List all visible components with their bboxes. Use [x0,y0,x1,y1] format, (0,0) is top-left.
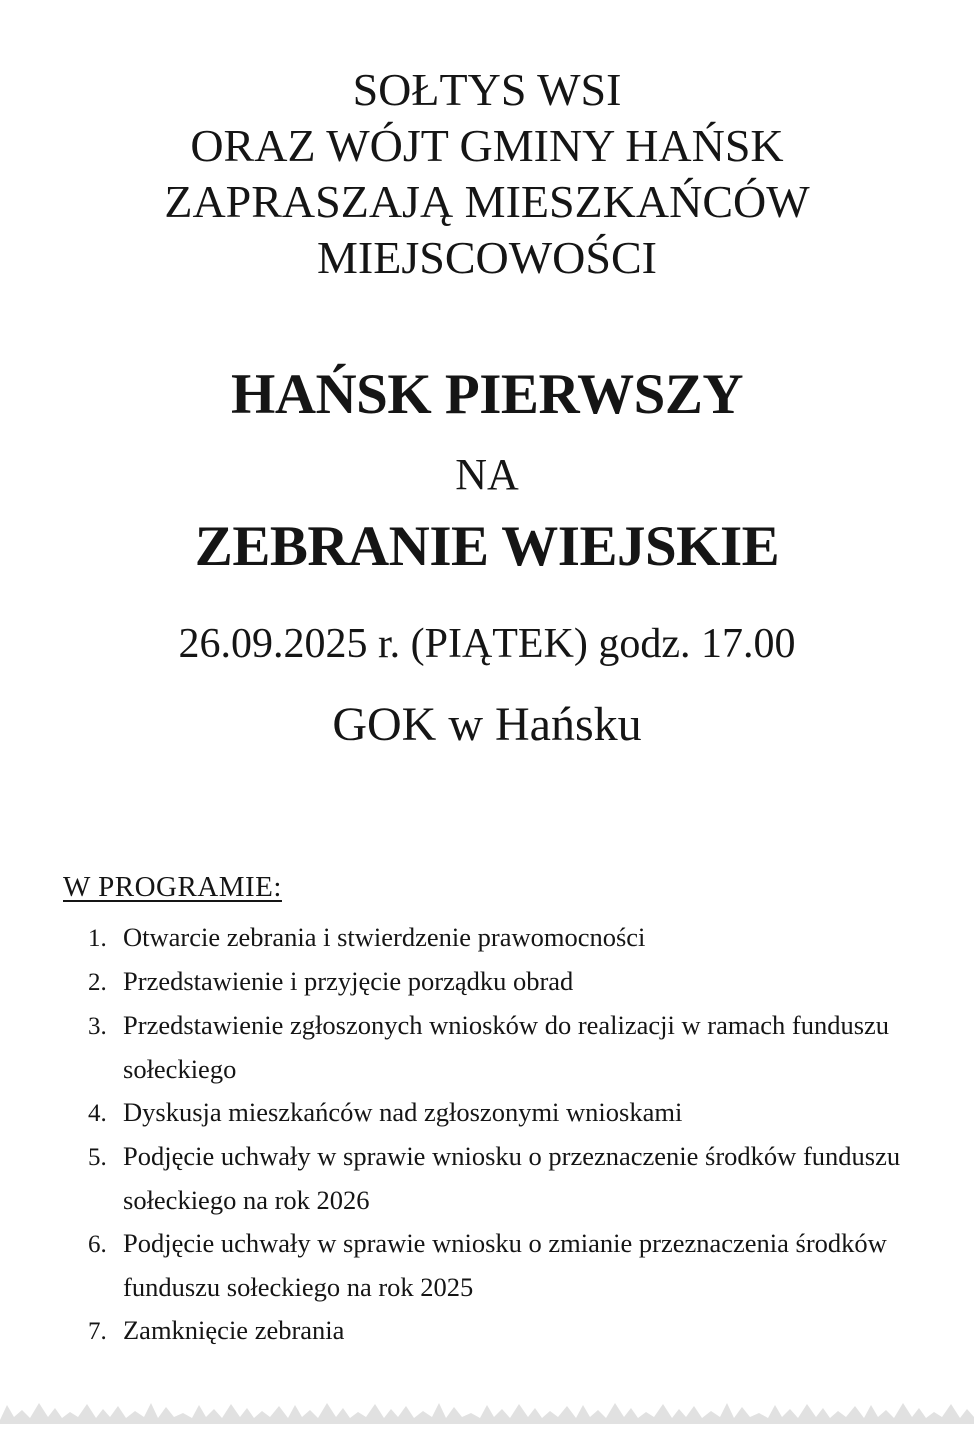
program-item-line [88,1266,928,1309]
program-item-line [88,916,928,960]
program-item-line [88,1135,928,1179]
program-item-text: Dyskusja mieszkańców nad zgłoszonymi wnioskami [123,1097,683,1127]
program-list [88,916,928,1353]
header-block [0,62,974,286]
program-item-line [88,1222,928,1266]
program-item-number: 1. [88,925,107,952]
program-item-text: sołeckiego na rok 2026 [123,1185,370,1215]
header-line-3: ZAPRASZAJĄ MIESZKAŃCÓW [164,176,810,227]
program-item-text: Zamknięcie zebrania [123,1315,345,1345]
event-venue: GOK w Hańsku [332,698,642,751]
program-item-text: Przedstawienie i przyjęcie porządku obrad [123,966,574,996]
program-item-number: 2. [88,969,107,996]
program-item-line [88,960,928,1004]
program-item-line [88,1091,928,1135]
connector-text: NA [455,450,519,499]
program-item-line [88,1048,928,1091]
program-item-line [88,1309,928,1353]
program-item-number: 6. [88,1231,107,1258]
program-item-line [88,1179,928,1222]
program-item-text: Otwarcie zebrania i stwierdzenie prawomocności [123,922,646,952]
program-item-line [88,1004,928,1048]
program-heading: W PROGRAMIE: [63,871,282,903]
header-line-4: MIEJSCOWOŚCI [317,232,657,283]
header-line-1: SOŁTYS WSI [352,64,622,115]
program-item-number: 4. [88,1100,107,1127]
program-item-number: 5. [88,1144,107,1171]
header-line-2: ORAZ WÓJT GMINY HAŃSK [190,120,784,171]
program-item-text: sołeckiego [123,1054,237,1084]
torn-paper-edge [0,1402,974,1424]
program-item-text: Podjęcie uchwały w sprawie wniosku o przeznaczenie środków funduszu [123,1141,901,1171]
program-item-text: Podjęcie uchwały w sprawie wniosku o zmianie przeznaczenia środków [123,1228,887,1258]
meeting-title: ZEBRANIE WIEJSKIE [194,515,780,578]
program-item-number: 7. [88,1318,107,1345]
program-item-number: 3. [88,1013,107,1040]
locality-title: HAŃSK PIERWSZY [230,363,743,426]
program-item-text: Przedstawienie zgłoszonych wniosków do realizacji w ramach funduszu [123,1010,890,1040]
event-datetime: 26.09.2025 r. (PIĄTEK) godz. 17.00 [178,621,796,667]
program-item-text: funduszu sołeckiego na rok 2025 [123,1272,474,1302]
